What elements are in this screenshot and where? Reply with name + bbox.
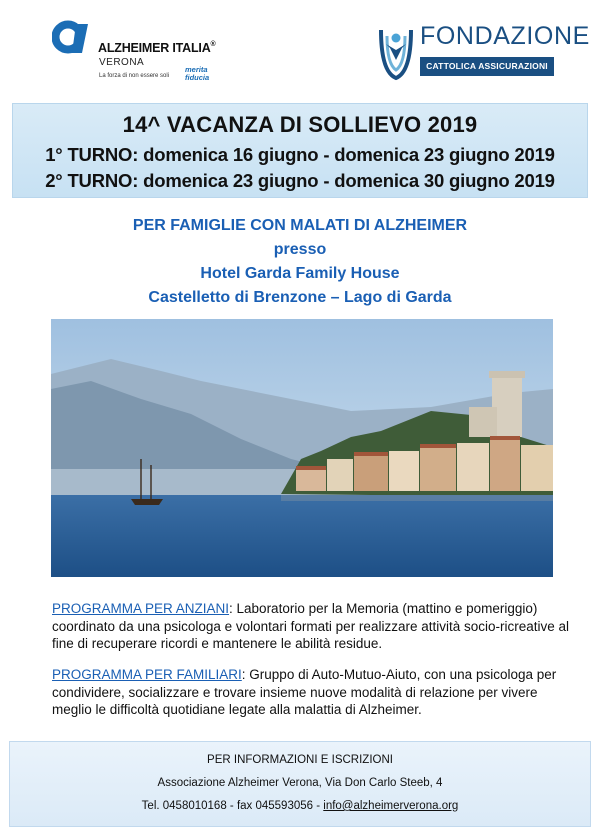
program-elderly-label: PROGRAMMA PER ANZIANI [52, 601, 230, 616]
alzheimer-italia-logo-icon [52, 20, 98, 56]
program-family-text: : Gruppo di Auto-Mutuo-Aiuto, con una psicologa per condividere, socializzare e trovare insieme nuove modalità di relazione per vivere meglio le difficoltà quotidiane legate alla malattia di Alzheimer. [52, 667, 557, 717]
target-audience: PER FAMIGLIE CON MALATI DI ALZHEIMER [132, 217, 468, 234]
header [0, 0, 600, 100]
lake-garda-photo [51, 319, 553, 577]
program-elderly [52, 600, 572, 653]
merita-fiducia-badge: merita fiducia [185, 65, 210, 82]
contact-line [10, 800, 590, 812]
alzheimer-italia-logo [52, 18, 252, 88]
program-elderly-text: : Laboratorio per la Memoria (mattino e pomeriggio) coordinato da una psicologa e volontari formati per realizzare attività socio-ricreative al fine di recuperare ricordi e mantenere le abilità residue. [52, 601, 570, 651]
alzheimer-italia-city: VERONA [99, 57, 145, 68]
presso-label: presso [273, 241, 327, 258]
turn-2-dates: 2° TURNO: domenica 23 giugno - domenica 30 giugno 2019 [45, 170, 555, 191]
contact-heading: PER INFORMAZIONI E ISCRIZIONI [207, 754, 393, 766]
fondazione-title: FONDAZIONE [420, 22, 590, 50]
program-family-label: PROGRAMMA PER FAMILIARI [52, 667, 242, 682]
contact-address: Associazione Alzheimer Verona, Via Don Carlo Steeb, 4 [157, 777, 443, 789]
page-title: 14^ VACANZA DI SOLLIEVO 2019 [122, 112, 478, 137]
hotel-location: Castelletto di Brenzone – Lago di Garda [148, 289, 452, 306]
turn-1-dates: 1° TURNO: domenica 16 giugno - domenica 23 giugno 2019 [45, 144, 555, 165]
cattolica-assicurazioni-band: CATTOLICA ASSICURAZIONI [420, 57, 554, 76]
program-family [52, 666, 572, 719]
alzheimer-italia-tagline: La forza di non essere soli [99, 73, 170, 79]
fondazione-cattolica-emblem-icon [378, 24, 414, 82]
title-box [12, 103, 588, 198]
contact-phone-fax: Tel. 0458010168 - fax 045593056 - [141, 800, 324, 812]
fondazione-cattolica-logo [378, 18, 590, 84]
alzheimer-italia-name: ALZHEIMER ITALIA® [98, 41, 216, 55]
contact-email-link[interactable]: info@alzheimerverona.org [323, 800, 459, 812]
contact-footer [9, 741, 591, 827]
hotel-name: Hotel Garda Family House [200, 265, 400, 282]
